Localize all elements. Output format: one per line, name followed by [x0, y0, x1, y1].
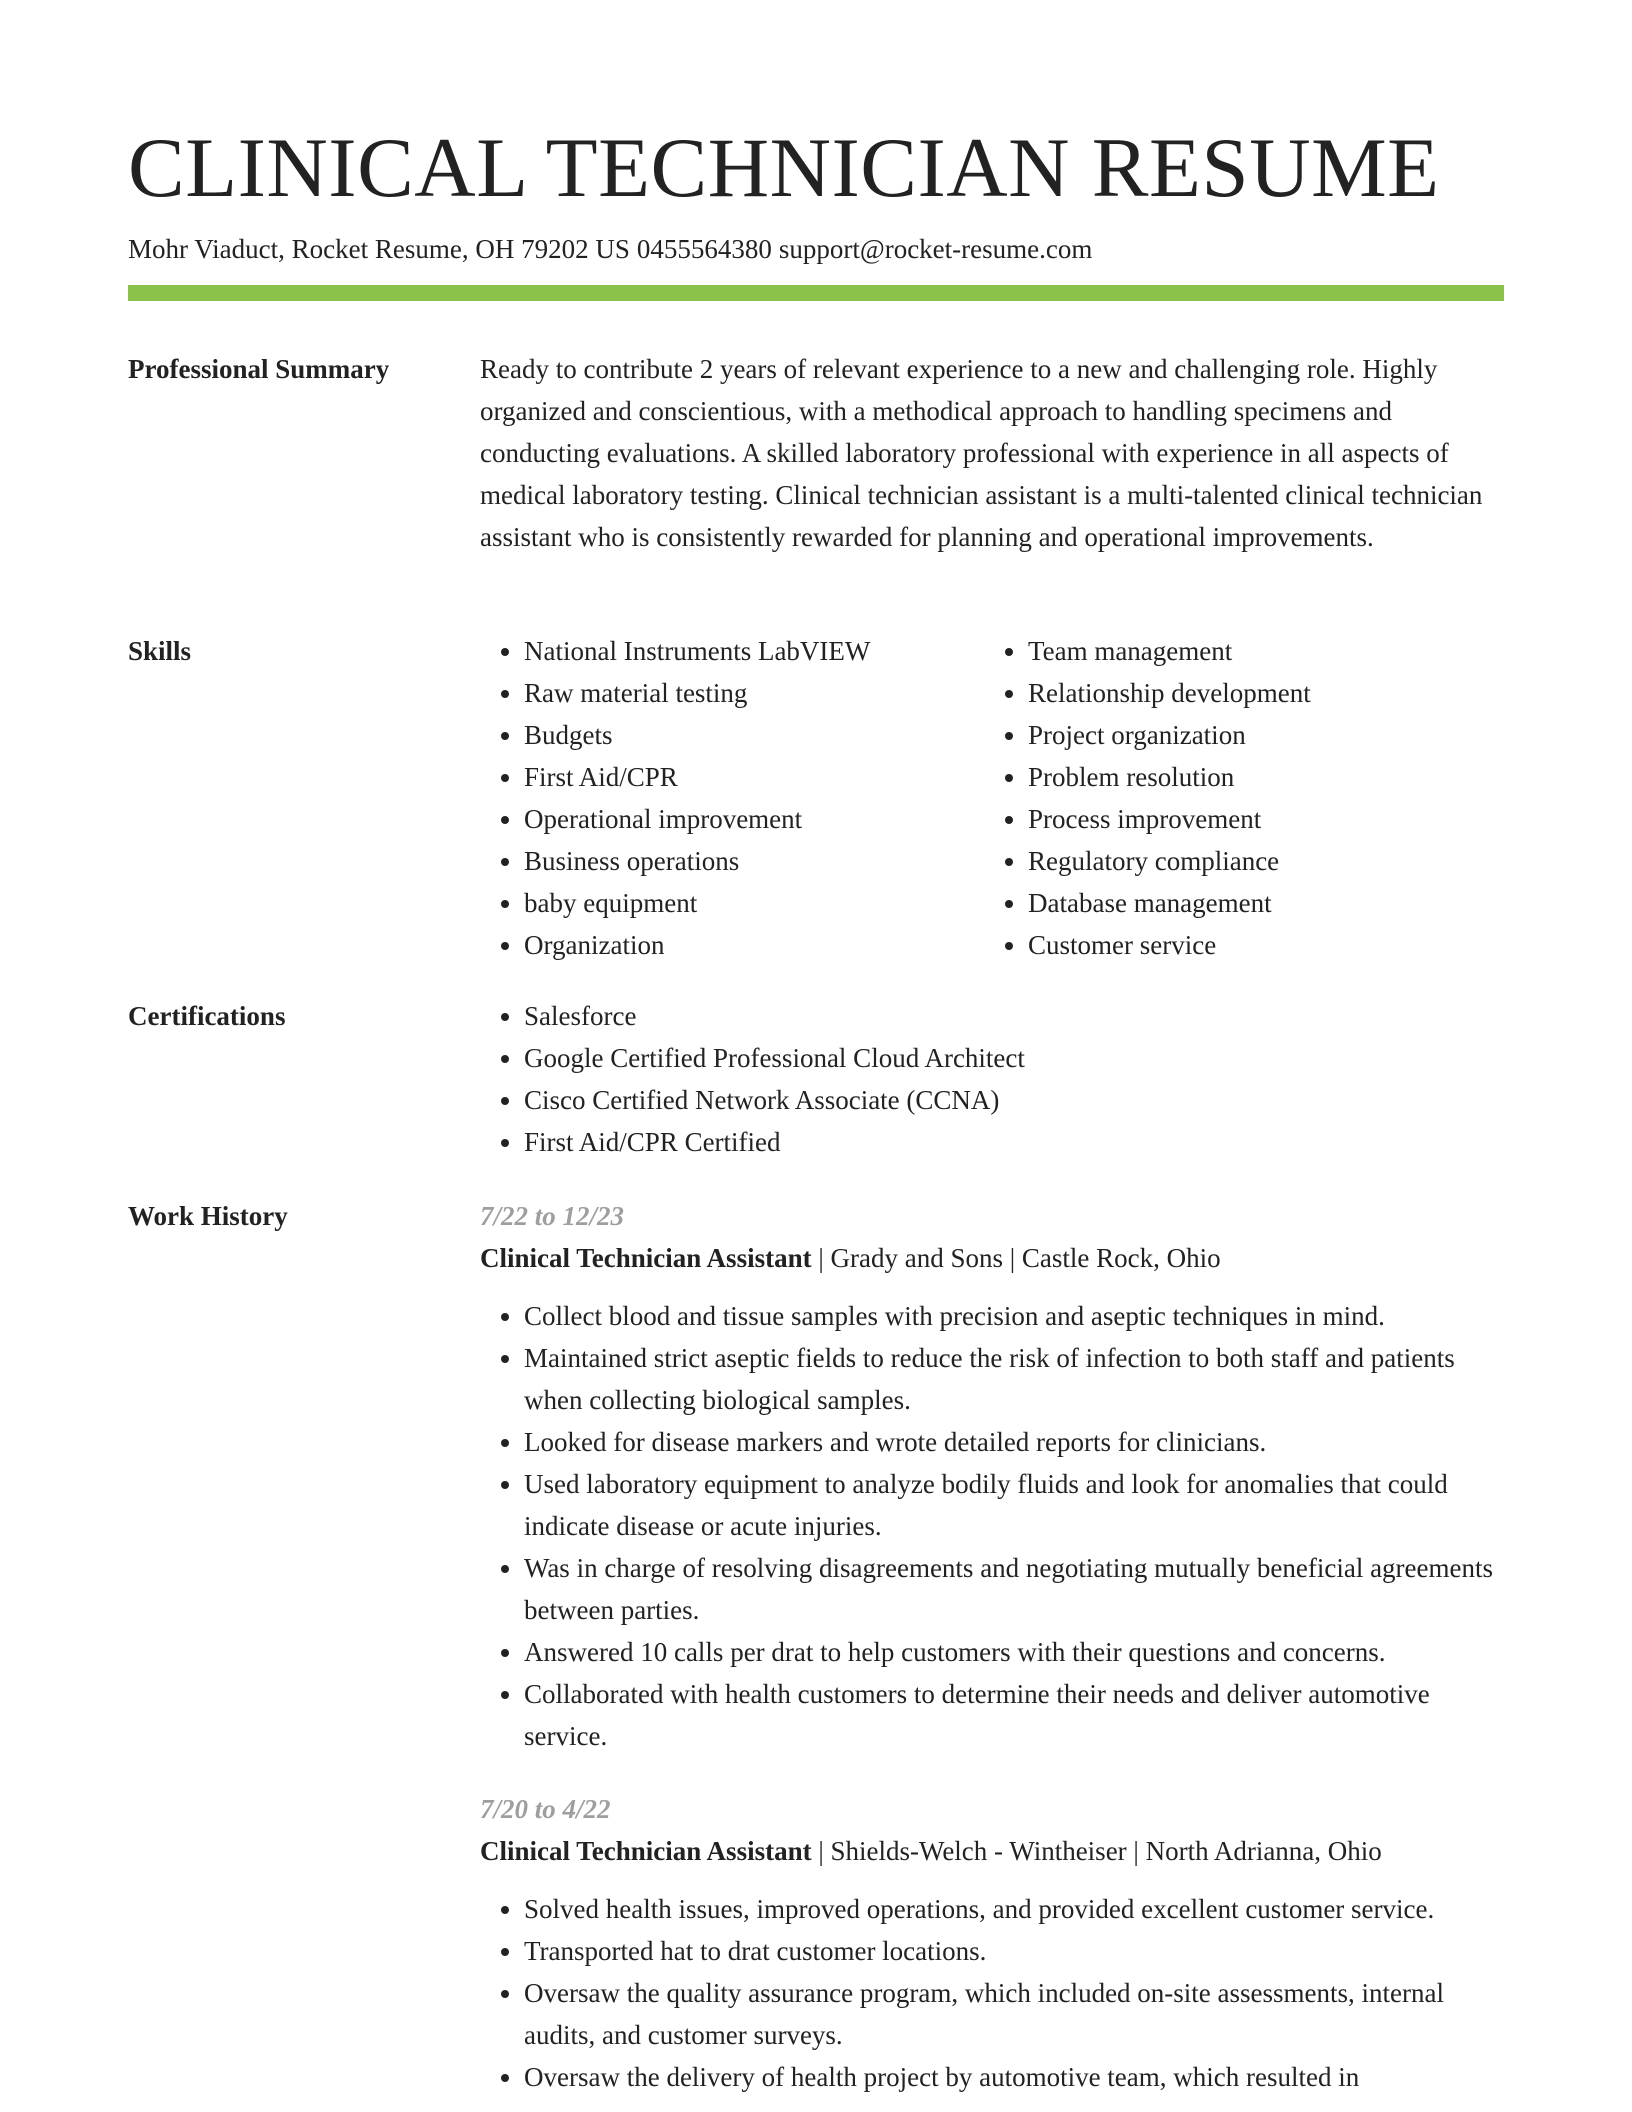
skills-list-right: [984, 630, 1528, 966]
skill-item: • baby equipment: [524, 882, 1004, 924]
job-dates: 7/20 to 4/22: [480, 1794, 611, 1824]
contact-email: support@rocket-resume.com: [778, 234, 1093, 264]
skill-item: • Raw material testing: [524, 672, 1004, 714]
skill-item: • Process improvement: [1028, 798, 1528, 840]
summary-body: [480, 348, 1504, 558]
certifications-body: [480, 995, 1504, 1163]
accent-divider: [128, 285, 1504, 301]
summary-text: Ready to contribute 2 years of relevant experience to a new and challenging role. Highly organized and conscientious, with a methodical approach to handling specimens and conducting evaluations. A skilled laboratory professional with experience in all aspects of medical laboratory testing. Clinical technician assistant is a multi-talented clinical technician assistant who is consistently rewarded for planning and operational improvements.: [480, 354, 1483, 552]
job-bullet: • Oversaw the delivery of health project by automotive team, which resulted in: [524, 2056, 1504, 2098]
skill-item: • Budgets: [524, 714, 1004, 756]
job-bullet: • Transported hat to drat customer locations.: [524, 1930, 1504, 1972]
skill-item: • Business operations: [524, 840, 1004, 882]
work-history-label: Work History: [128, 1201, 288, 1231]
contact-phone: 0455564380: [636, 234, 772, 264]
job-title-line: [480, 1237, 1504, 1279]
job-bullets: [480, 1295, 1504, 1757]
job-bullet: • Solved health issues, improved operations, and provided excellent customer service.: [524, 1888, 1504, 1930]
skill-item: • Problem resolution: [1028, 756, 1528, 798]
skill-item: • Relationship development: [1028, 672, 1528, 714]
skill-item: • Operational improvement: [524, 798, 1004, 840]
certifications-list: [480, 995, 1504, 1163]
skill-item: • Regulatory compliance: [1028, 840, 1528, 882]
job-bullet: • Collect blood and tissue samples with precision and aseptic techniques in mind.: [524, 1295, 1504, 1337]
skill-item: • Project organization: [1028, 714, 1528, 756]
skills-label: Skills: [128, 636, 192, 666]
skill-item: • First Aid/CPR: [524, 756, 1004, 798]
job-dates: 7/22 to 12/23: [480, 1201, 625, 1231]
skill-item: • Team management: [1028, 630, 1528, 672]
skill-item: • Database management: [1028, 882, 1528, 924]
certification-item: • Salesforce: [524, 995, 1504, 1037]
skills-list-left: [480, 630, 1004, 966]
job-bullet: • Oversaw the quality assurance program, which included on-site assessments, internal audits, and customer surveys.: [524, 1972, 1504, 2056]
job-details: | Grady and Sons | Castle Rock, Ohio: [811, 1243, 1221, 1273]
job-title: Clinical Technician Assistant: [480, 1836, 812, 1866]
job-bullet: • Was in charge of resolving disagreements and negotiating mutually beneficial agreements between parties.: [524, 1547, 1504, 1631]
job-entry: [480, 1195, 1504, 1757]
resume-title: CLINICAL TECHNICIAN RESUME: [128, 121, 1440, 215]
certifications-label: Certifications: [128, 1001, 286, 1031]
certification-item: • Cisco Certified Network Associate (CCNA): [524, 1079, 1504, 1121]
job-entry: [480, 1788, 1504, 2098]
contact-address: Mohr Viaduct, Rocket Resume, OH 79202 US: [128, 234, 630, 264]
certification-item: • First Aid/CPR Certified: [524, 1121, 1504, 1163]
job-bullet: • Looked for disease markers and wrote detailed reports for clinicians.: [524, 1421, 1504, 1463]
certification-item: • Google Certified Professional Cloud Architect: [524, 1037, 1504, 1079]
skill-item: • National Instruments LabVIEW: [524, 630, 1004, 672]
summary-label: Professional Summary: [128, 354, 390, 384]
job-bullets: [480, 1888, 1504, 2098]
skill-item: • Organization: [524, 924, 1004, 966]
job-bullet: • Collaborated with health customers to determine their needs and deliver automotive service.: [524, 1673, 1504, 1757]
contact-line: [128, 230, 1099, 268]
job-title-line: [480, 1830, 1504, 1872]
job-bullet: • Maintained strict aseptic fields to reduce the risk of infection to both staff and patients when collecting biological samples.: [524, 1337, 1504, 1421]
job-title: Clinical Technician Assistant: [480, 1243, 812, 1273]
skill-item: • Customer service: [1028, 924, 1528, 966]
job-details: | Shields-Welch - Wintheiser | North Adrianna, Ohio: [811, 1836, 1382, 1866]
job-bullet: • Used laboratory equipment to analyze bodily fluids and look for anomalies that could indicate disease or acute injuries.: [524, 1463, 1504, 1547]
job-bullet: • Answered 10 calls per drat to help customers with their questions and concerns.: [524, 1631, 1504, 1673]
